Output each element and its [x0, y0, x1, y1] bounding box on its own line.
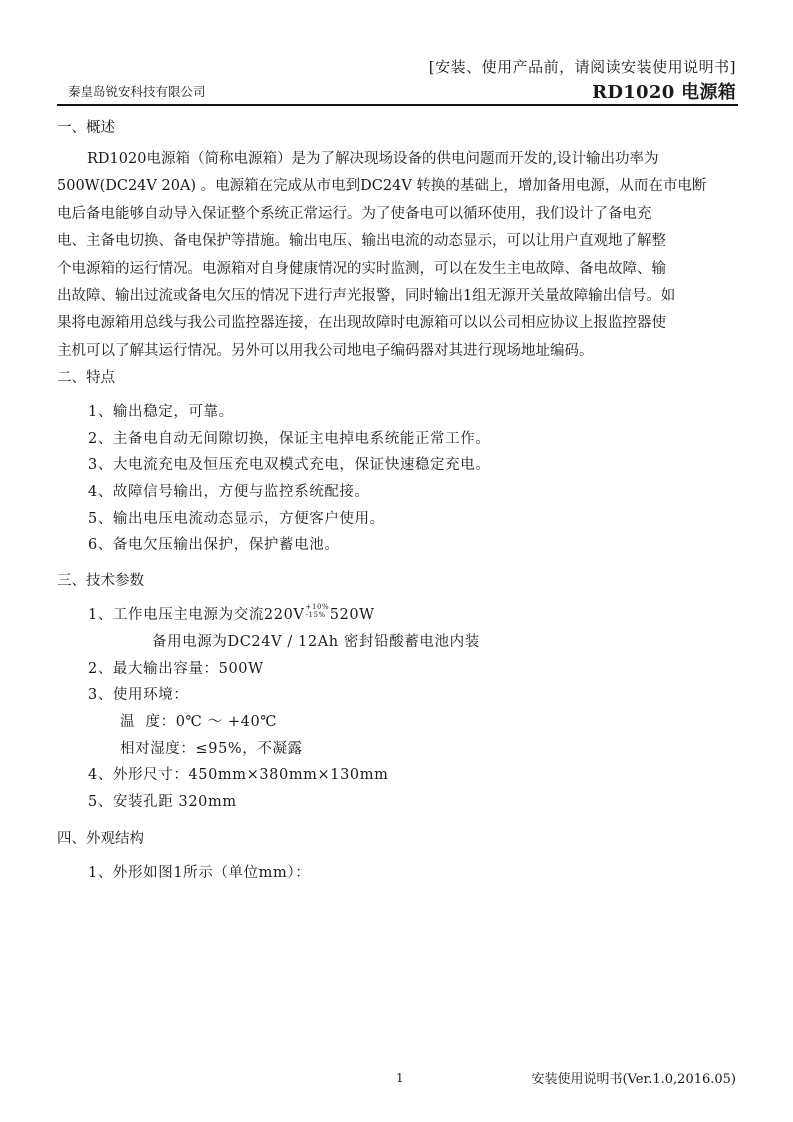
document-version: 安装使用说明书(Ver.1.0,2016.05): [531, 1072, 736, 1087]
tolerance-lower: -15%: [305, 611, 326, 619]
feature-item: 3、大电流充电及恒压充电双模式充电，保证快速稳定充电。: [88, 457, 491, 473]
spec-dimensions: 4、外形尺寸：450mm×380mm×130mm: [88, 767, 389, 783]
voltage-tolerance: [304, 603, 330, 619]
spec-voltage-label: 1、工作电压主电源为交流220V: [88, 607, 305, 623]
spec-humidity: 相对湿度：≤95%，不凝露: [120, 741, 303, 757]
feature-item: 5、输出电压电流动态显示，方便客户使用。: [88, 511, 385, 527]
header-note: [安装、使用产品前，请阅读安装使用说明书]: [428, 58, 736, 76]
structure-item: 1、外形如图1所示（单位mm）：: [88, 865, 311, 881]
overview-line: 出故障、输出过流或备电欠压的情况下进行声光报警，同时输出1组无源开关量故障输出信号。如: [57, 288, 676, 305]
section-title-specs: 三、技术参数: [57, 573, 144, 589]
spec-mount-spacing: 5、安装孔距 320mm: [88, 794, 237, 810]
overview-line: 电后备电能够自动导入保证整个系统正常运行。为了使备电可以循环使用，我们设计了备电充: [57, 205, 652, 222]
header-divider: [57, 104, 738, 106]
feature-item: 6、备电欠压输出保护，保护蓄电池。: [88, 537, 340, 553]
overview-line: 电、主备电切换、备电保护等措施。输出电压、输出电流的动态显示，可以让用户直观地了解整: [57, 233, 666, 250]
overview-paragraph: [57, 146, 739, 365]
spec-environment: 3、使用环境：: [88, 687, 189, 703]
overview-line: 个电源箱的运行情况。电源箱对自身健康情况的实时监测，可以在发生主电故障、备电故障、输: [57, 260, 666, 277]
tolerance-upper: +10%: [305, 603, 330, 611]
feature-item: 4、故障信号输出，方便与监控系统配接。: [88, 484, 370, 500]
spec-voltage-power: 520W: [324, 607, 375, 623]
feature-item: 1、输出稳定，可靠。: [88, 404, 234, 420]
company-name: 秦皇岛锐安科技有限公司: [68, 84, 206, 99]
overview-line: 果将电源箱用总线与我公司监控器连接，在出现故障时电源箱可以以公司相应协议上报监控器使: [57, 315, 666, 332]
spec-backup-power: 备用电源为DC24V / 12Ah 密封铅酸蓄电池内装: [152, 634, 480, 650]
spec-max-output: 2、最大输出容量：500W: [88, 661, 264, 677]
page-number: 1: [396, 1071, 404, 1085]
overview-line: 500W(DC24V 20A) 。电源箱在完成从市电到DC24V 转换的基础上，增加备用电源，从而在市电断: [57, 178, 707, 195]
overview-line: RD1020电源箱（简称电源箱）是为了解决现场设备的供电问题而开发的,设计输出功率为: [87, 151, 659, 167]
section-title-features: 二、特点: [57, 370, 115, 386]
spec-voltage: [88, 603, 375, 624]
overview-line: 主机可以了解其运行情况。另外可以用我公司地电子编码器对其进行现场地址编码。: [57, 342, 594, 359]
product-title: RD1020 电源箱: [592, 82, 736, 103]
section-title-overview: 一、概述: [57, 120, 115, 136]
spec-temperature: 温 度：0℃ ～ +40℃: [120, 714, 278, 730]
section-title-structure: 四、外观结构: [57, 831, 144, 847]
feature-item: 2、主备电自动无间隙切换，保证主电掉电系统能正常工作。: [88, 431, 491, 447]
